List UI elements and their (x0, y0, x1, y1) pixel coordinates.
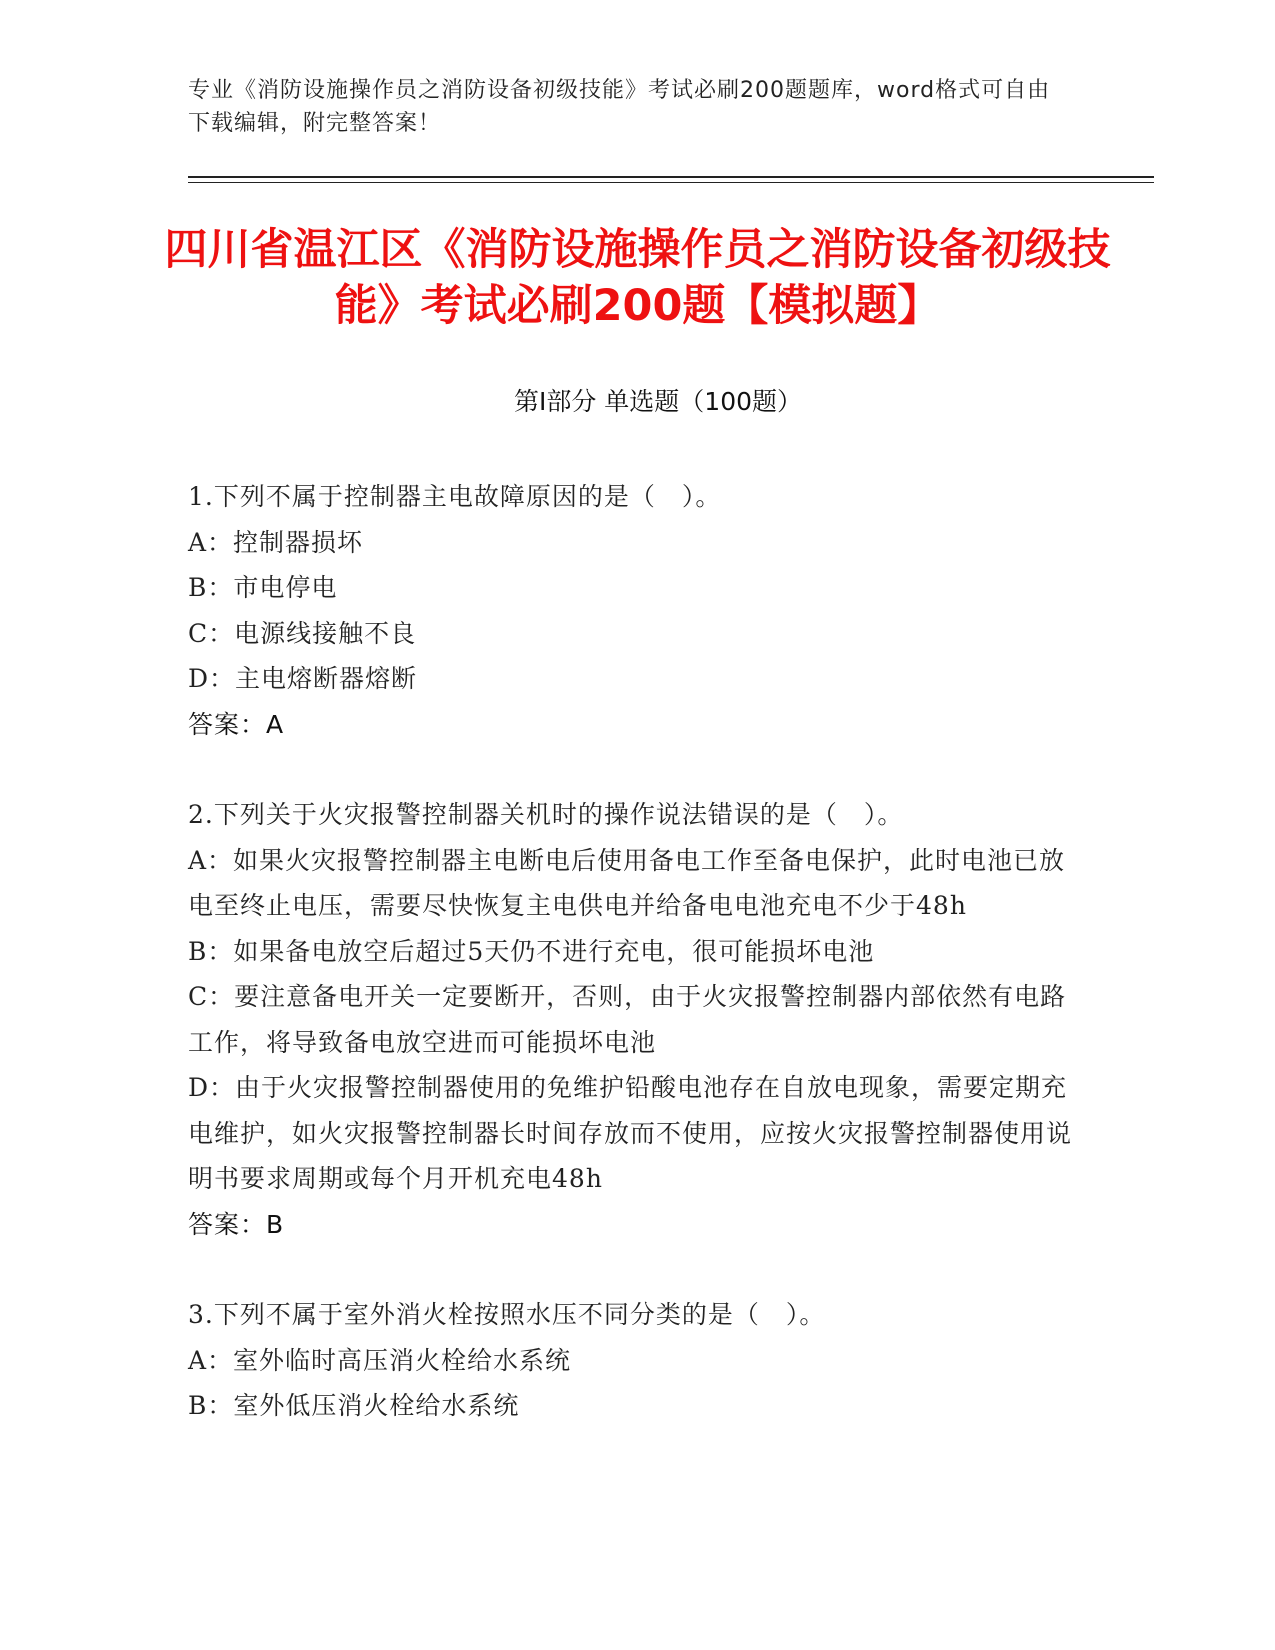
question-option: A：控制器损坏 (188, 527, 364, 557)
header-divider-thin (188, 182, 1154, 183)
question-option: C：要注意备电开关一定要断开，否则，由于火灾报警控制器内部依然有电路工作，将导致备电放空进而可能损坏电池 (188, 982, 1067, 1057)
question-option: A：室外临时高压消火栓给水系统 (188, 1345, 572, 1375)
question-stem: 2.下列关于火灾报警控制器关机时的操作说法错误的是（ ）。 (188, 800, 904, 829)
question-item (188, 1292, 1078, 1429)
question-item (188, 474, 1078, 747)
question-option: B：市电停电 (188, 573, 338, 602)
document-title: 四川省温江区《消防设施操作员之消防设备初级技能》考试必刷200题【模拟题】 (164, 225, 1111, 331)
section-heading: 第I部分 单选题（100题） (513, 387, 803, 416)
question-option: D：由于火灾报警控制器使用的免维护铅酸电池存在自放电现象，需要定期充电维护，如火灾报警控制器长时间存放而不使用，应按火灾报警控制器使用说明书要求周期或每个月开机充电48h (188, 1073, 1073, 1193)
question-option: C：电源线接触不良 (188, 618, 417, 648)
question-option: A：如果火灾报警控制器主电断电后使用备电工作至备电保护，此时电池已放电至终止电压，需要尽快恢复主电供电并给备电电池充电不少于48h (188, 845, 1066, 920)
question-answer: 答案：B (188, 1209, 285, 1239)
question-option: D：主电熔断器熔断 (188, 664, 418, 693)
question-stem: 1.下列不属于控制器主电故障原因的是（ ）。 (188, 482, 722, 511)
question-item (188, 792, 1078, 1247)
header-divider-thick (188, 176, 1154, 178)
header-note: 专业《消防设施操作员之消防设备初级技能》考试必刷200题题库，word格式可自由下载编辑，附完整答案！ (188, 78, 1051, 136)
question-answer: 答案：A (188, 709, 285, 739)
question-option: B：室外低压消火栓给水系统 (188, 1391, 520, 1420)
question-stem: 3.下列不属于室外消火栓按照水压不同分类的是（ ）。 (188, 1300, 826, 1329)
question-list (188, 474, 1078, 1474)
question-option: B：如果备电放空后超过5天仍不进行充电，很可能损坏电池 (188, 936, 875, 966)
